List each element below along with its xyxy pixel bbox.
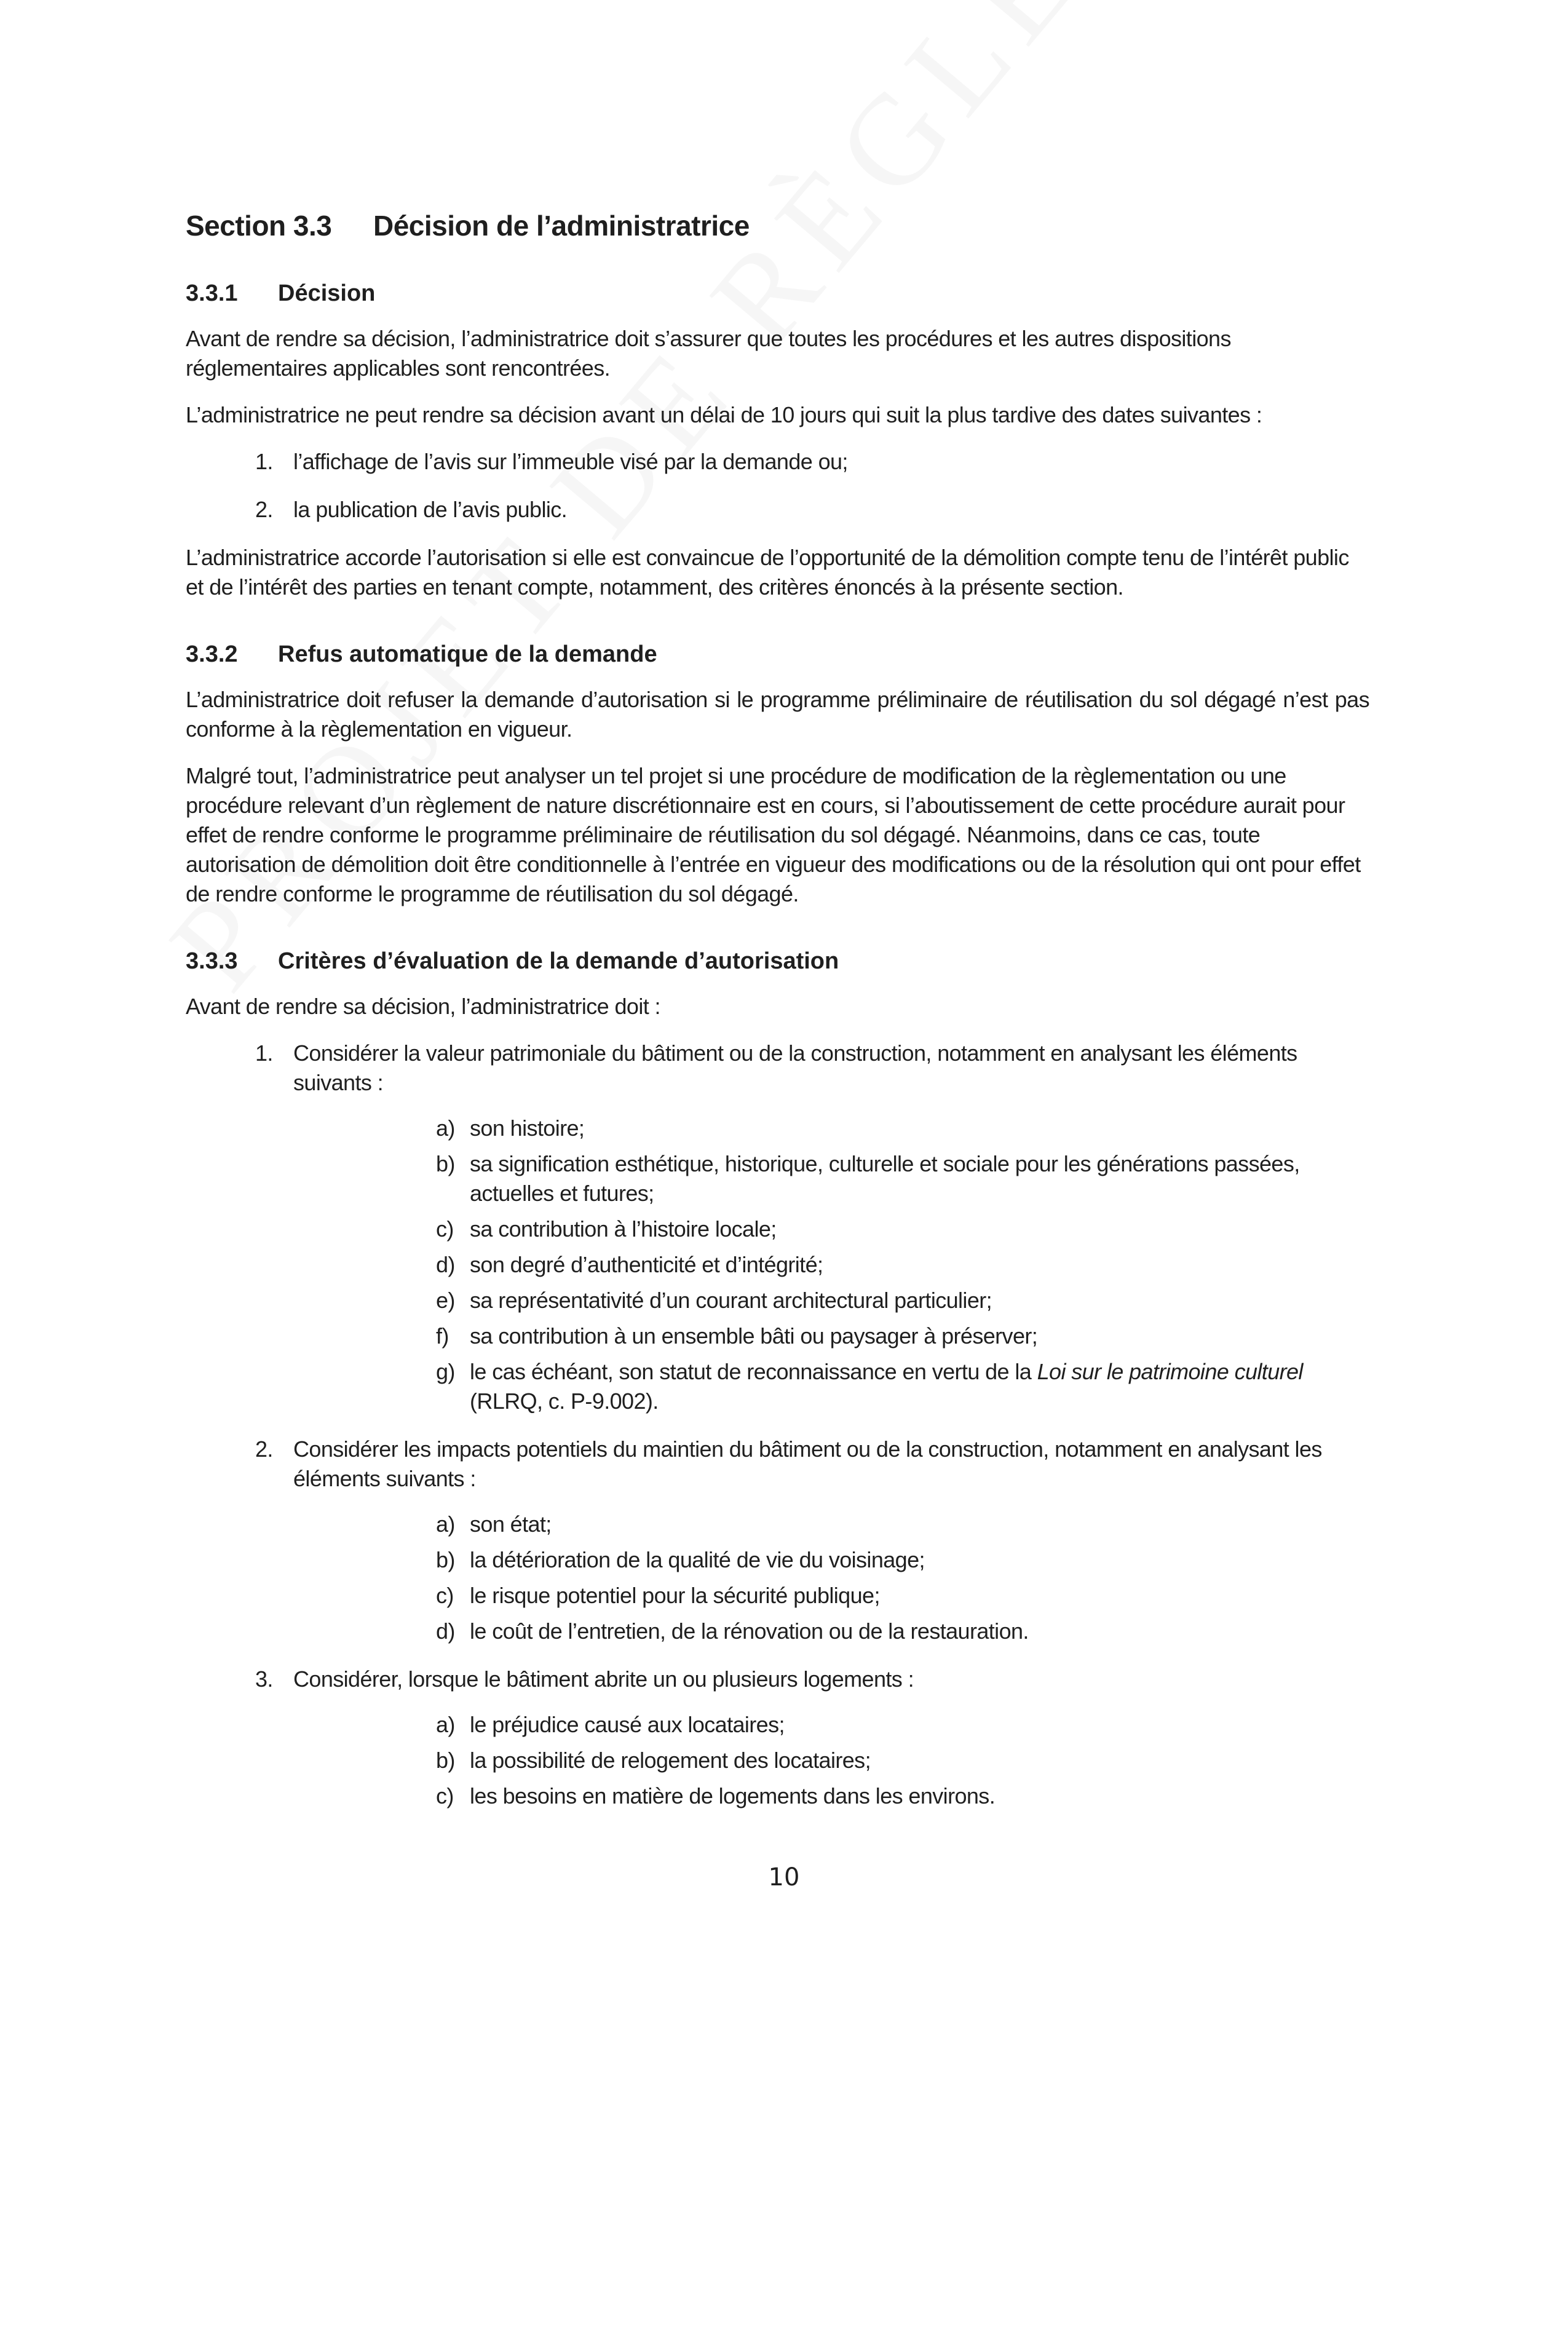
section-number: Section 3.3 [186, 210, 332, 242]
paragraph: L’administratrice accorde l’autorisation si elle est convaincue de l’opportunité de la démolition compte tenu de l’intérêt public et de l’intérêt des parties en tenant compte, notamment, des critères énoncés à la présente section. [186, 545, 1349, 600]
sub-marker: d) [436, 1618, 455, 1644]
list-item-text: l’affichage de l’avis sur l’immeuble visé par la demande ou; [293, 449, 848, 474]
criterion-item [186, 1039, 1369, 1416]
page-number: 10 [768, 1863, 800, 1891]
sub-item-text: le coût de l’entretien, de la rénovation ou de la restauration. [470, 1618, 1029, 1644]
sub-item [293, 1581, 1369, 1610]
paragraph: Avant de rendre sa décision, l’administratrice doit : [186, 994, 660, 1019]
sub-list [293, 1710, 1369, 1811]
page-content [186, 209, 1369, 1829]
sub-item-text: le risque potentiel pour la sécurité publique; [470, 1583, 880, 1608]
paragraph: Malgré tout, l’administratrice peut analyser un tel projet si une procédure de modification de la règlementation ou une procédure relevant d’un règlement de nature discrétionnaire est en cours, si l’aboutissement de cette procédure aurait pour effet de rendre conforme le programme préliminaire de réutilisation du sol dégagé. Néanmoins, dans ce cas, toute autorisation de démolition doit être conditionnelle à l’entrée en vigueur des modifications ou de la résolution qui ont pour effet de rendre conforme le programme de réutilisation du sol dégagé. [186, 763, 1361, 906]
sub-item [293, 1321, 1369, 1351]
law-reference: (RLRQ, c. P-9.002). [470, 1388, 659, 1414]
sub-marker: d) [436, 1252, 455, 1277]
sub-item-text: les besoins en matière de logements dans les environs. [470, 1783, 996, 1808]
list-item [186, 495, 1369, 525]
sub-item [293, 1746, 1369, 1775]
sub-item-text: son histoire; [470, 1115, 585, 1141]
sub-marker: c) [436, 1216, 454, 1242]
sub-item-text: son état; [470, 1511, 552, 1537]
heading-3-3-2 [186, 641, 1369, 668]
sub-item-text: son degré d’authenticité et d’intégrité; [470, 1252, 823, 1277]
sub-item [293, 1510, 1369, 1539]
paragraph: L’administratrice doit refuser la demande d’autorisation si le programme préliminaire de réutilisation du sol dégagé n’est pas conforme à la règlementation en vigueur. [186, 687, 1369, 742]
criterion-text: Considérer les impacts potentiels du maintien du bâtiment ou de la construction, notamment en analysant les éléments suivants : [293, 1436, 1322, 1491]
section-title: Décision de l’administratrice [373, 210, 750, 242]
list-marker: 3. [255, 1666, 273, 1692]
sub-item [293, 1214, 1369, 1244]
sub-item-text: sa contribution à l’histoire locale; [470, 1216, 777, 1242]
sub-item [293, 1357, 1369, 1416]
paragraph: Avant de rendre sa décision, l’administratrice doit s’assurer que toutes les procédures et les autres dispositions réglementaires applicables sont rencontrées. [186, 326, 1231, 381]
sub-item-text: sa représentativité d’un courant architectural particulier; [470, 1288, 992, 1313]
heading-3-3-3 [186, 948, 1369, 975]
sub-marker: b) [436, 1151, 455, 1176]
sub-item [293, 1545, 1369, 1575]
heading-3-3-1-title: Décision [278, 280, 376, 306]
sub-item [293, 1114, 1369, 1143]
sub-marker: b) [436, 1547, 455, 1572]
sub-marker: c) [436, 1783, 454, 1808]
sub-marker: a) [436, 1712, 455, 1737]
heading-3-3-3-title: Critères d’évaluation de la demande d’autorisation [278, 948, 839, 974]
sub-list [293, 1510, 1369, 1646]
list-item-text: la publication de l’avis public. [293, 497, 568, 522]
sub-item-text: sa signification esthétique, historique, culturelle et sociale pour les générations passées, actuelles et futures; [470, 1151, 1300, 1206]
criterion-item [186, 1435, 1369, 1646]
heading-3-3-1 [186, 280, 1369, 307]
criterion-text: Considérer la valeur patrimoniale du bâtiment ou de la construction, notamment en analysant les éléments suivants : [293, 1040, 1297, 1095]
sub-list [293, 1114, 1369, 1416]
paragraph: L’administratrice ne peut rendre sa décision avant un délai de 10 jours qui suit la plus tardive des dates suivantes : [186, 402, 1262, 427]
sub-marker: c) [436, 1583, 454, 1608]
list-marker: 1. [255, 1040, 273, 1066]
sub-marker: e) [436, 1288, 455, 1313]
criteria-list [186, 1039, 1369, 1811]
sub-item [293, 1781, 1369, 1811]
sub-item-text: le préjudice causé aux locataires; [470, 1712, 785, 1737]
section-heading [186, 209, 1369, 242]
law-title: Loi sur le patrimoine culturel [1037, 1359, 1303, 1384]
sub-marker: a) [436, 1115, 455, 1141]
sub-marker: f) [436, 1323, 449, 1349]
sub-marker: b) [436, 1748, 455, 1773]
list-marker: 2. [255, 497, 273, 522]
criterion-text: Considérer, lorsque le bâtiment abrite un ou plusieurs logements : [293, 1666, 914, 1692]
criterion-item [186, 1665, 1369, 1811]
heading-3-3-3-number: 3.3.3 [186, 948, 238, 974]
sub-item-text: la détérioration de la qualité de vie du voisinage; [470, 1547, 925, 1572]
sub-item [293, 1617, 1369, 1646]
list-item [186, 447, 1369, 477]
list-marker: 1. [255, 449, 273, 474]
sub-marker: g) [436, 1359, 455, 1384]
sub-item-text: la possibilité de relogement des locataires; [470, 1748, 871, 1773]
heading-3-3-1-number: 3.3.1 [186, 280, 238, 306]
sub-marker: a) [436, 1511, 455, 1537]
sub-item-text: sa contribution à un ensemble bâti ou paysager à préserver; [470, 1323, 1038, 1349]
numbered-list [186, 447, 1369, 525]
sub-item [293, 1710, 1369, 1740]
list-marker: 2. [255, 1436, 273, 1462]
sub-item [293, 1149, 1369, 1208]
heading-3-3-2-number: 3.3.2 [186, 641, 238, 667]
sub-item [293, 1250, 1369, 1280]
sub-item [293, 1286, 1369, 1315]
sub-item-text: le cas échéant, son statut de reconnaissance en vertu de la [470, 1359, 1037, 1384]
heading-3-3-2-title: Refus automatique de la demande [278, 641, 657, 667]
